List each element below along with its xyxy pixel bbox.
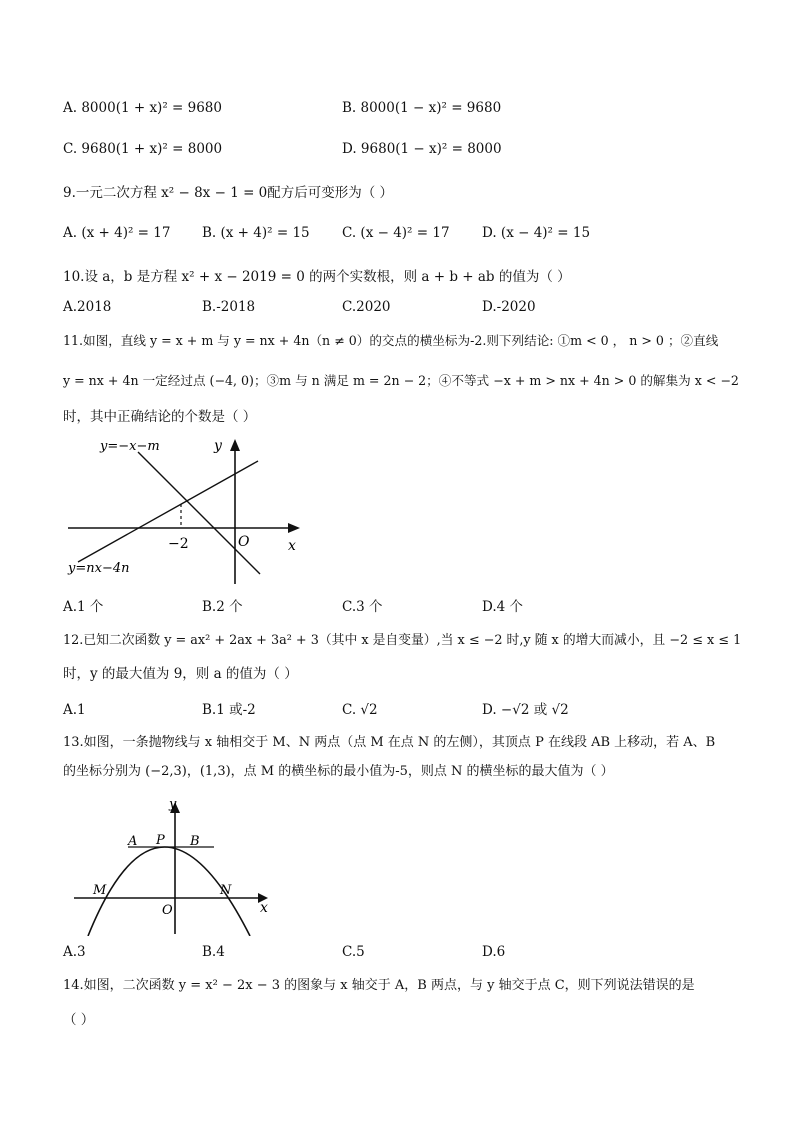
q13-label-p: P	[156, 833, 165, 848]
q10-option-b: B.-2018	[202, 299, 256, 315]
q13-line-1: 13.如图，一条抛物线与 x 轴相交于 M、N 两点（点 M 在点 N 的左侧），其顶点 P 在线段 AB 上移动，若 A、B	[63, 735, 716, 750]
q12-option-c: C. √2	[342, 702, 378, 718]
q13-option-c: C.5	[342, 944, 365, 960]
q8-option-d: D. 9680(1 − x)² = 8000	[342, 141, 502, 157]
q14-line-2: （ ）	[63, 1012, 95, 1028]
q11-x-axis-arrow-icon	[288, 523, 300, 533]
q11-label-line2: y=nx−4n	[68, 561, 130, 576]
q11-option-c: C.3 个	[342, 599, 383, 615]
q13-option-d: D.6	[482, 944, 506, 960]
q13-line-2: 的坐标分别为 (−2,3)，(1,3)，点 M 的横坐标的最小值为-5，则点 N 的横坐标的最大值为（ ）	[63, 764, 614, 779]
q13-label-n: N	[220, 883, 232, 898]
q8-option-c: C. 9680(1 + x)² = 8000	[63, 141, 223, 157]
q11-option-d: D.4 个	[482, 599, 524, 615]
q13-option-a: A.3	[63, 944, 86, 960]
q13-label-m: M	[93, 883, 107, 898]
q9-option-d: D. (x − 4)² = 15	[482, 225, 591, 241]
q14-line-1: 14.如图，二次函数 y = x² − 2x − 3 的图象与 x 轴交于 A，B 两点，与 y 轴交于点 C，则下列说法错误的是	[63, 978, 695, 993]
q13-label-b: B	[190, 834, 200, 849]
q11-label-y: y	[214, 438, 222, 454]
q12-line-1: 12.已知二次函数 y = ax² + 2ax + 3a² + 3（其中 x 是自变量）,当 x ≤ −2 时,y 随 x 的增大而减小，且 −2 ≤ x ≤ 1	[63, 633, 742, 648]
q11-figure	[60, 432, 310, 590]
q10-option-c: C.2020	[342, 299, 391, 315]
q13-label-y: y	[169, 797, 177, 812]
q11-line-1: 11.如图，直线 y = x + m 与 y = nx + 4n（n ≠ 0）的交点的横坐标为-2.则下列结论: ①m < 0 ， n > 0 ；②直线	[63, 333, 719, 348]
q11-line-2: y = nx + 4n 一定经过点 (−4, 0)；③m 与 n 满足 m = 2n − 2；④不等式 −x + m > nx + 4n > 0 的解集为 x < −2	[63, 373, 739, 388]
q11-label-origin: O	[238, 534, 250, 550]
q13-label-a: A	[128, 834, 138, 849]
q9-option-c: C. (x − 4)² = 17	[342, 225, 450, 241]
q8-option-b: B. 8000(1 − x)² = 9680	[342, 100, 502, 116]
q13-label-origin: O	[162, 903, 173, 918]
q12-option-d: D. −√2 或 √2	[482, 702, 569, 718]
q12-option-b: B.1 或-2	[202, 702, 256, 718]
q12-line-2: 时，y 的最大值为 9，则 a 的值为（ ）	[63, 666, 298, 682]
q10-option-a: A.2018	[63, 299, 112, 315]
q12-option-a: A.1	[63, 702, 86, 718]
q11-option-a: A.1 个	[63, 599, 104, 615]
q9-stem: 9.一元二次方程 x² − 8x − 1 = 0配方后可变形为（ ）	[63, 185, 394, 201]
q11-label-line1: y=−x−m	[100, 439, 160, 454]
q11-option-b: B.2 个	[202, 599, 243, 615]
q13-figure	[66, 796, 280, 936]
q11-line-3: 时，其中正确结论的个数是（ ）	[63, 409, 257, 425]
q8-option-a: A. 8000(1 + x)² = 9680	[63, 100, 222, 116]
q9-option-a: A. (x + 4)² = 17	[63, 225, 171, 241]
q10-stem: 10.设 a，b 是方程 x² + x − 2019 = 0 的两个实数根，则 a + b + ab 的值为（ ）	[63, 269, 571, 285]
q11-y-axis-arrow-icon	[230, 439, 240, 451]
q13-option-b: B.4	[202, 944, 225, 960]
q11-label-tick: −2	[168, 536, 189, 552]
q9-option-b: B. (x + 4)² = 15	[202, 225, 310, 241]
q10-option-d: D.-2020	[482, 299, 536, 315]
q13-label-x: x	[260, 900, 268, 916]
q11-label-x: x	[288, 538, 296, 554]
